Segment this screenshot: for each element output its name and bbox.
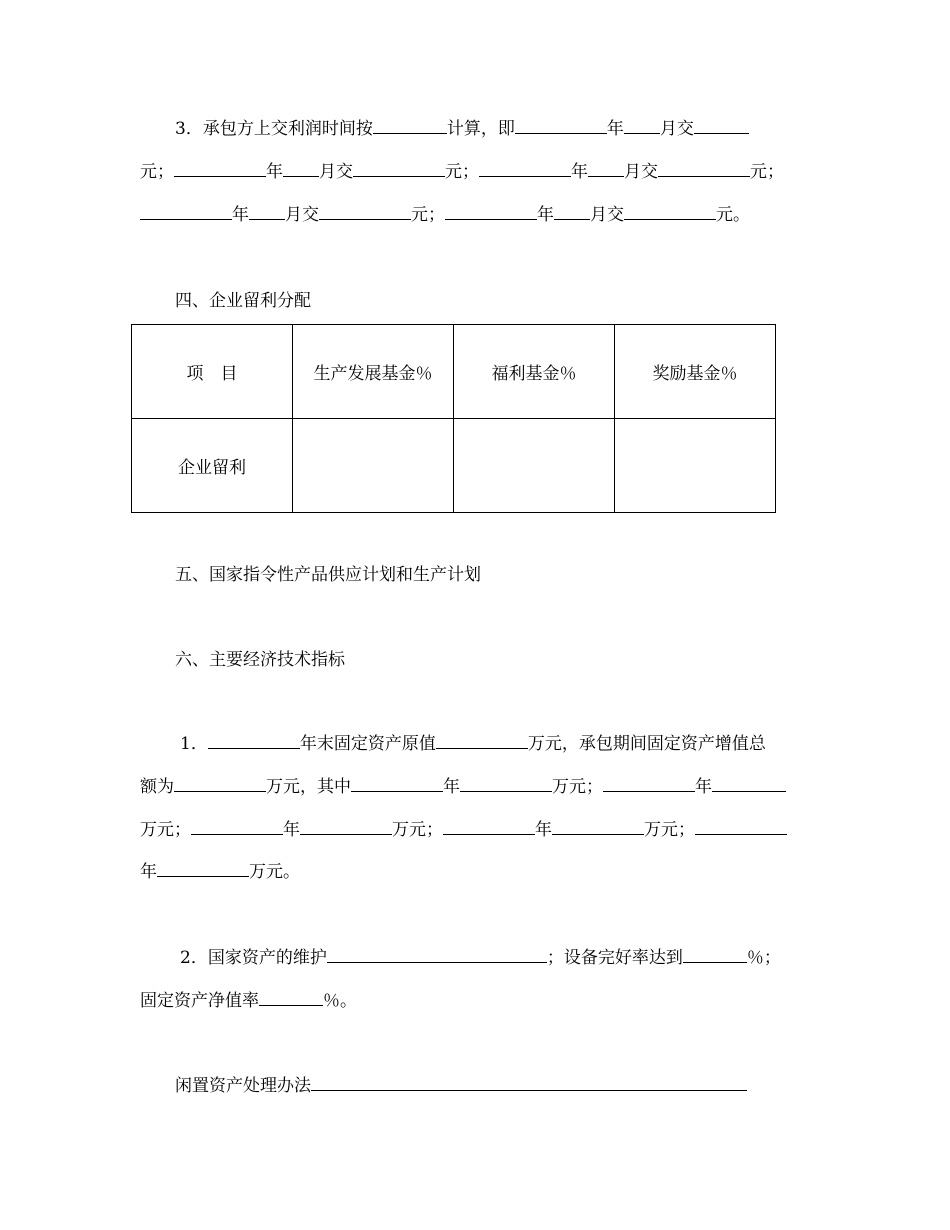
section-4-heading: 四、企业留利分配 — [175, 291, 311, 311]
blank-field[interactable] — [552, 819, 644, 835]
text: ％。 — [323, 991, 357, 1011]
text: 年 — [571, 162, 588, 182]
blank-field[interactable] — [373, 118, 447, 134]
item-number: 1． — [180, 734, 208, 754]
s6-p1-line-2 — [140, 772, 786, 797]
blank-field[interactable] — [327, 947, 547, 963]
text: 额为 — [140, 777, 174, 797]
text: 万元； — [552, 777, 603, 797]
item-number: 2． — [180, 948, 208, 968]
text: 年 — [140, 862, 157, 882]
table-cell-empty[interactable] — [615, 419, 776, 513]
text: 万元，其中 — [266, 777, 351, 797]
text: 万元； — [644, 820, 695, 840]
text: 万元； — [140, 820, 191, 840]
blank-field[interactable] — [695, 819, 787, 835]
blank-field[interactable] — [694, 118, 749, 134]
item-number: 3． — [175, 119, 203, 139]
text: 年 — [232, 205, 249, 225]
blank-field[interactable] — [283, 161, 319, 177]
blank-field[interactable] — [351, 776, 443, 792]
blank-field[interactable] — [157, 861, 249, 877]
text: 元； — [411, 205, 445, 225]
text: 元； — [140, 162, 174, 182]
text: 年末固定资产原值 — [299, 734, 436, 754]
blank-field[interactable] — [624, 204, 716, 220]
blank-field[interactable] — [191, 819, 283, 835]
s3-line-1 — [175, 114, 749, 139]
text: 万元，承包期间固定资产增值总 — [527, 734, 766, 754]
idle-asset-line — [175, 1071, 747, 1096]
profit-allocation-table — [131, 324, 776, 513]
text: ；设备完好率达到 — [546, 948, 683, 968]
text: 闲置资产处理办法 — [175, 1076, 311, 1096]
text: 国家资产的维护 — [207, 948, 327, 968]
blank-field[interactable] — [311, 1075, 747, 1091]
s6-p1-line-1 — [180, 729, 766, 754]
text: 固定资产净值率 — [140, 991, 259, 1011]
blank-field[interactable] — [140, 204, 232, 220]
blank-field[interactable] — [603, 776, 695, 792]
text: 月交 — [624, 162, 658, 182]
blank-field[interactable] — [249, 204, 285, 220]
text: 年 — [537, 205, 554, 225]
text: 年 — [443, 777, 460, 797]
table-header-cell: 福利基金％ — [454, 325, 615, 419]
blank-field[interactable] — [174, 161, 266, 177]
blank-field[interactable] — [479, 161, 571, 177]
blank-field[interactable] — [208, 733, 300, 749]
text: 月交 — [590, 205, 624, 225]
section-6-heading: 六、主要经济技术指标 — [175, 650, 345, 670]
blank-field[interactable] — [588, 161, 624, 177]
text: 年 — [695, 777, 712, 797]
text: 元； — [445, 162, 479, 182]
blank-field[interactable] — [300, 819, 392, 835]
s6-p2-line-2 — [140, 986, 357, 1011]
blank-field[interactable] — [683, 947, 747, 963]
blank-field[interactable] — [624, 118, 660, 134]
text: 月交 — [659, 119, 694, 139]
text: 年 — [535, 820, 552, 840]
blank-field[interactable] — [353, 161, 445, 177]
text: 元； — [750, 162, 784, 182]
table-header-cell: 奖励基金％ — [615, 325, 776, 419]
s3-line-2 — [140, 157, 784, 182]
blank-field[interactable] — [174, 776, 266, 792]
text: 计算，即 — [446, 119, 515, 139]
table-header-cell: 项 目 — [132, 325, 293, 419]
table-cell-empty[interactable] — [293, 419, 454, 513]
text: 年 — [283, 820, 300, 840]
text: 万元。 — [249, 862, 300, 882]
blank-field[interactable] — [515, 118, 607, 134]
blank-field[interactable] — [319, 204, 411, 220]
blank-field[interactable] — [443, 819, 535, 835]
text: 月交 — [319, 162, 353, 182]
blank-field[interactable] — [436, 733, 528, 749]
s3-line-3 — [140, 200, 750, 225]
text: 元。 — [716, 205, 750, 225]
s6-p1-line-4 — [140, 857, 300, 882]
blank-field[interactable] — [460, 776, 552, 792]
text: 年 — [266, 162, 283, 182]
table-cell-empty[interactable] — [454, 419, 615, 513]
text: 万元； — [392, 820, 443, 840]
table-header-cell: 生产发展基金％ — [293, 325, 454, 419]
text: ％； — [746, 948, 781, 968]
blank-field[interactable] — [658, 161, 750, 177]
table-header-row — [132, 325, 776, 419]
s6-p1-line-3 — [140, 815, 787, 840]
blank-field[interactable] — [554, 204, 590, 220]
blank-field[interactable] — [712, 776, 786, 792]
blank-field[interactable] — [445, 204, 537, 220]
table-row-label: 企业留利 — [132, 419, 293, 513]
text: 承包方上交利润时间按 — [202, 119, 373, 139]
table-row — [132, 419, 776, 513]
s6-p2-line-1 — [180, 943, 781, 968]
blank-field[interactable] — [259, 990, 323, 1006]
section-5-heading: 五、国家指令性产品供应计划和生产计划 — [175, 565, 481, 585]
text: 月交 — [285, 205, 319, 225]
text: 年 — [606, 119, 624, 139]
